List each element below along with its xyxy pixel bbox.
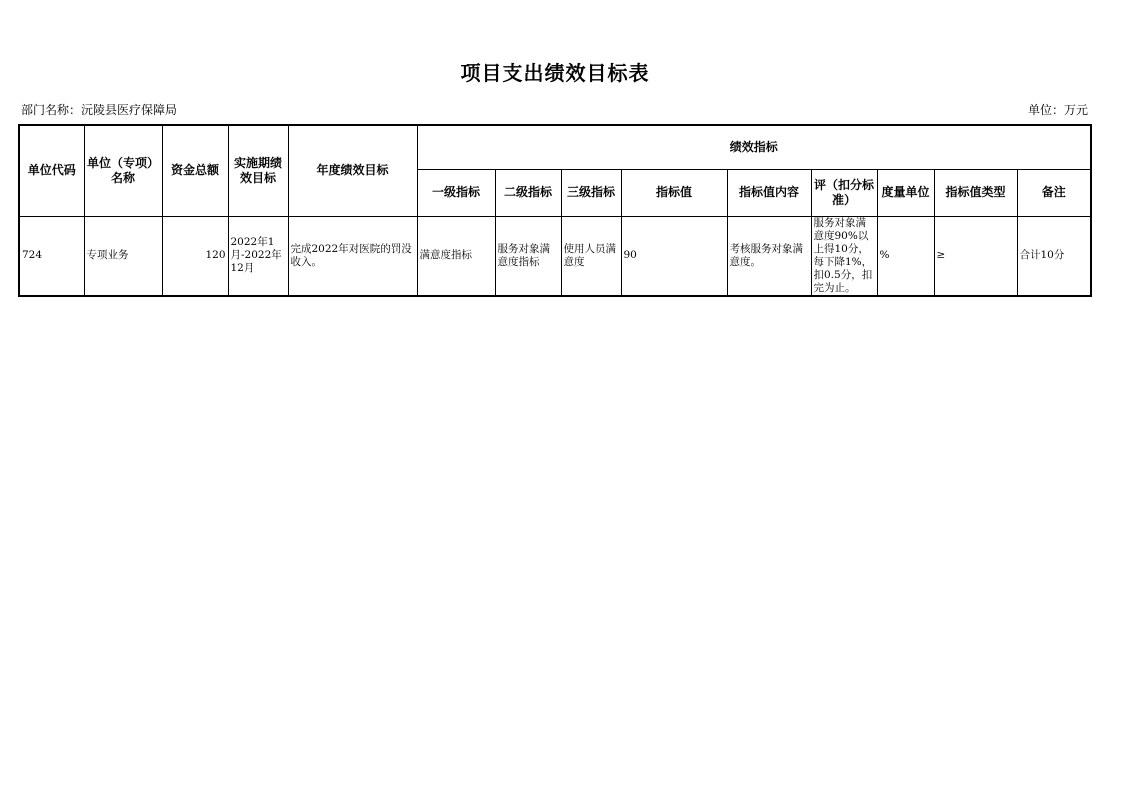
- header-period-target: 实施期绩效目标: [228, 125, 288, 216]
- cell-annual-target: 完成2022年对医院的罚没收入。: [288, 216, 417, 296]
- table-row: [19, 216, 1091, 296]
- header-value-type: 指标值类型: [934, 169, 1017, 216]
- header-value: 指标值: [621, 169, 727, 216]
- cell-level1: 满意度指标: [417, 216, 495, 296]
- cell-level2: 服务对象满意度指标: [495, 216, 561, 296]
- cell-unit-name: 专项业务: [84, 216, 162, 296]
- cell-measure-unit: %: [877, 216, 934, 296]
- cell-unit-code: 724: [19, 216, 84, 296]
- cell-value-content: 考核服务对象满意度。: [727, 216, 811, 296]
- performance-target-table: [18, 124, 1092, 297]
- cell-scoring: 服务对象满意度90%以上得10分，每下降1%，扣0.5分，扣完为止。: [811, 216, 877, 296]
- page-title: 项目支出绩效目标表: [460, 61, 650, 85]
- header-indicators: 绩效指标: [417, 125, 1091, 169]
- currency-unit: 单位：万元: [1027, 103, 1088, 117]
- cell-total-funds: 120: [162, 216, 228, 296]
- header-unit-code: 单位代码: [19, 125, 84, 216]
- header-unit-name: 单位（专项）名称: [84, 125, 162, 216]
- header-level2: 二级指标: [495, 169, 561, 216]
- header-annual-target: 年度绩效目标: [288, 125, 417, 216]
- header-remarks: 备注: [1017, 169, 1091, 216]
- header-total-funds: 资金总额: [162, 125, 228, 216]
- cell-period-target: 2022年1月-2022年12月: [228, 216, 288, 296]
- header-measure-unit: 度量单位: [877, 169, 934, 216]
- header-scoring: 评（扣分标准）: [811, 169, 877, 216]
- header-value-content: 指标值内容: [727, 169, 811, 216]
- header-level1: 一级指标: [417, 169, 495, 216]
- cell-level3: 使用人员满意度: [561, 216, 621, 296]
- header-level3: 三级指标: [561, 169, 621, 216]
- cell-remarks: 合计10分: [1017, 216, 1091, 296]
- cell-value: 90: [621, 216, 727, 296]
- department-name: 部门名称：沅陵县医疗保障局: [21, 103, 178, 117]
- cell-value-type: ≥: [934, 216, 1017, 296]
